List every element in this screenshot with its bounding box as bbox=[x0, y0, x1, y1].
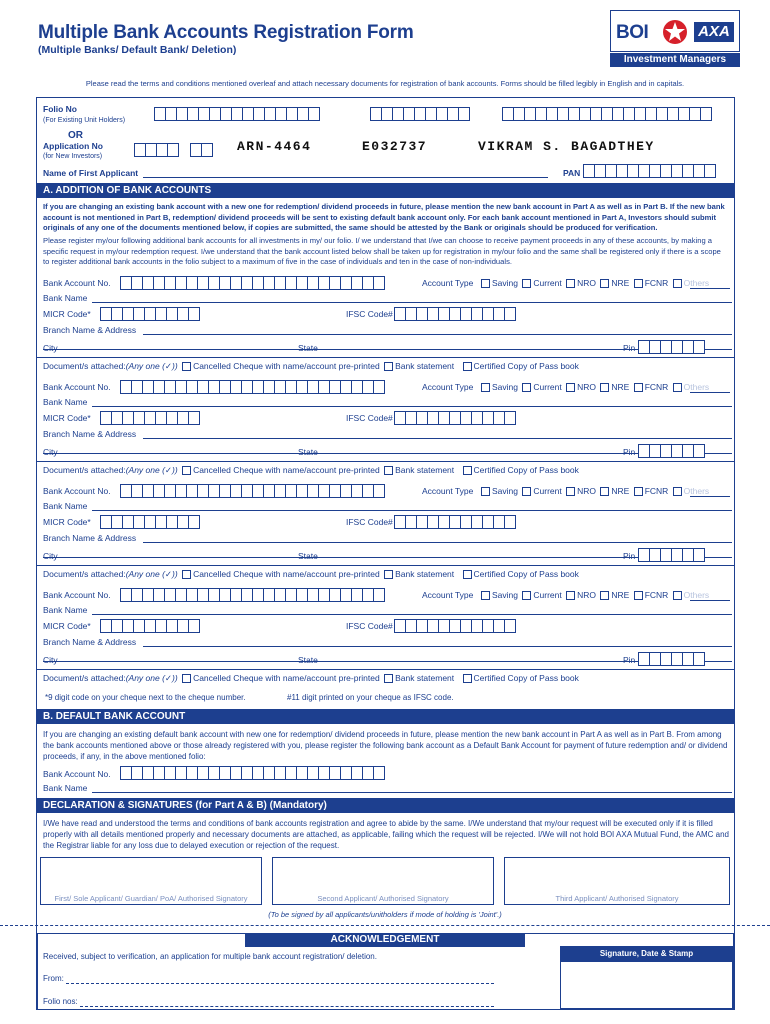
nre-checkbox[interactable] bbox=[634, 383, 643, 392]
statement-label: Bank statement bbox=[395, 673, 455, 683]
account-3-bank-name-line[interactable] bbox=[92, 510, 732, 511]
any-one-label: (Any one (✓)) bbox=[125, 569, 178, 579]
others-label: Others bbox=[683, 382, 710, 392]
nre-label: NRE bbox=[611, 278, 630, 288]
ack-folio-line[interactable] bbox=[80, 1006, 494, 1007]
application-sub: (for New Investors) bbox=[43, 153, 103, 160]
account-4-pin-label: Pin bbox=[623, 655, 636, 665]
account-2-bank-name-label: Bank Name bbox=[43, 397, 88, 407]
logo-axa-text: AXA bbox=[694, 22, 734, 42]
nre-label: NRE bbox=[611, 486, 630, 496]
docs-label: Document/s attached: bbox=[43, 465, 126, 475]
account-1-divider bbox=[37, 357, 734, 358]
others-label: Others bbox=[683, 278, 710, 288]
account-2-pin-boxes[interactable] bbox=[638, 444, 704, 458]
account-4-docs bbox=[43, 673, 579, 684]
account-1-micr-label: MICR Code* bbox=[43, 309, 91, 319]
star-icon bbox=[662, 19, 688, 45]
account-2-others-line[interactable] bbox=[690, 392, 730, 393]
others-label: Others bbox=[683, 486, 710, 496]
account-4-branch-line[interactable] bbox=[143, 646, 732, 647]
account-4-no-label: Bank Account No. bbox=[43, 590, 111, 600]
folio-sub: (For Existing Unit Holders) bbox=[43, 117, 126, 124]
cheque-label: Cancelled Cheque with name/account pre-printed bbox=[193, 673, 380, 683]
account-2-pin-label: Pin bbox=[623, 447, 636, 457]
account-3-pin-label: Pin bbox=[623, 551, 636, 561]
account-3-types bbox=[479, 486, 709, 496]
account-2-ifsc-label: IFSC Code# bbox=[346, 413, 393, 423]
current-label: Current bbox=[533, 382, 562, 392]
account-3-city-label: City bbox=[43, 551, 58, 561]
account-4-state-label: State bbox=[298, 655, 318, 665]
fcnr-label: FCNR bbox=[644, 486, 669, 496]
account-2-micr-label: MICR Code* bbox=[43, 413, 91, 423]
nro-label: NRO bbox=[577, 278, 596, 288]
part-b-para: If you are changing an existing default bank account with new one for redemption/ dividend proceeds in future, please mention the new bank account in Part A as well as in Part B. From among the bank accounts mentioned above or those already registered with you, please register the following bank account as a Default Bank Account for payment of future redemption and/ or dividend proceeds, if any, in the above mentioned folio: bbox=[43, 730, 728, 761]
account-1-city-label: City bbox=[43, 343, 58, 353]
arn-value: ARN-4464 bbox=[237, 139, 312, 154]
account-3-micr-boxes[interactable] bbox=[100, 515, 199, 529]
ack-folio-label: Folio nos: bbox=[43, 997, 78, 1006]
current-checkbox[interactable] bbox=[566, 279, 575, 288]
signature-caption-3: Third Applicant/ Authorised Signatory bbox=[555, 894, 679, 903]
statement-checkbox[interactable] bbox=[384, 674, 393, 683]
fcnr-checkbox[interactable] bbox=[673, 279, 682, 288]
pan-label: PAN bbox=[563, 168, 581, 178]
account-2-state-label: State bbox=[298, 447, 318, 457]
fcnr-label: FCNR bbox=[644, 278, 669, 288]
account-3-micr-label: MICR Code* bbox=[43, 517, 91, 527]
account-3-docs bbox=[43, 569, 579, 580]
saving-label: Saving bbox=[492, 382, 518, 392]
saving-checkbox[interactable] bbox=[481, 279, 490, 288]
signature-note: (To be signed by all applicants/unitholders if mode of holding is 'Joint'.) bbox=[268, 910, 502, 919]
account-3-bank-name-label: Bank Name bbox=[43, 501, 88, 511]
account-1-branch-line[interactable] bbox=[143, 334, 732, 335]
account-3-others-line[interactable] bbox=[690, 496, 730, 497]
application-label: Application No bbox=[43, 141, 103, 151]
account-2-divider bbox=[37, 461, 734, 462]
current-label: Current bbox=[533, 590, 562, 600]
fcnr-checkbox[interactable] bbox=[673, 591, 682, 600]
default-bank-name-line[interactable] bbox=[92, 792, 732, 793]
account-4-city-label: City bbox=[43, 655, 58, 665]
account-1-bank-name-line[interactable] bbox=[92, 302, 732, 303]
account-3-branch-label: Branch Name & Address bbox=[43, 533, 137, 543]
account-1-branch-label: Branch Name & Address bbox=[43, 325, 137, 335]
account-1-ifsc-label: IFSC Code# bbox=[346, 309, 393, 319]
account-1-others-line[interactable] bbox=[690, 288, 730, 289]
saving-label: Saving bbox=[492, 486, 518, 496]
any-one-label: (Any one (✓)) bbox=[125, 465, 178, 475]
current-checkbox[interactable] bbox=[566, 487, 575, 496]
first-applicant-label: Name of First Applicant bbox=[43, 168, 139, 178]
account-1-pin-boxes[interactable] bbox=[638, 340, 704, 354]
docs-label: Document/s attached: bbox=[43, 673, 126, 683]
passbook-label: Certified Copy of Pass book bbox=[473, 673, 579, 683]
current-label: Current bbox=[533, 278, 562, 288]
default-account-label: Bank Account No. bbox=[43, 769, 111, 779]
account-4-others-line[interactable] bbox=[690, 600, 730, 601]
account-1-bank-name-label: Bank Name bbox=[43, 293, 88, 303]
docs-label: Document/s attached: bbox=[43, 361, 126, 371]
account-2-docs bbox=[43, 465, 579, 476]
account-4-ifsc-boxes[interactable] bbox=[394, 619, 515, 633]
account-2-city-label: City bbox=[43, 447, 58, 457]
saving-checkbox[interactable] bbox=[481, 383, 490, 392]
ack-from-line[interactable] bbox=[66, 983, 494, 984]
account-3-state-label: State bbox=[298, 551, 318, 561]
current-checkbox-marker bbox=[522, 279, 531, 288]
part-a-para-bold: If you are changing an existing bank account with a new one for redemption/ dividend proceeds in future, please mention the new bank account in Part A as well as in Part B. If the new bank account is not mentioned in Part B, redemption/ dividend proceeds will be sent to existing default bank account only. For each bank account mentioned in Part A, Investors should submit originals of any one of the documents mentioned below, if copies are submitted, the same should be attested by the Bank or originals should be produced for verification. bbox=[43, 202, 725, 232]
part-a-para: Please register my/our following additional bank accounts for all investments in my/ our folio. I/ we understand that I/we can choose to receive payment proceeds in any of these accounts, by making a specific request in my/our redemption request. I/we understand that the bank account listed below shall be taken up for registration in my/our folio and the same shall be registered only if there is a scope to register additional bank accounts in the folio subject to a maximum of five in the case of individuals and ten in the case of non-individuals. bbox=[43, 236, 721, 266]
account-4-type-label: Account Type bbox=[422, 590, 474, 600]
ack-received: Received, subject to verification, an application for multiple bank account registration/ deletion. bbox=[43, 952, 377, 961]
pan-boxes[interactable] bbox=[583, 164, 715, 178]
any-one-label: (Any one (✓)) bbox=[125, 361, 178, 371]
account-3-no-label: Bank Account No. bbox=[43, 486, 111, 496]
passbook-label: Certified Copy of Pass book bbox=[473, 361, 579, 371]
account-3-no-boxes[interactable] bbox=[120, 484, 384, 498]
application-boxes-2[interactable] bbox=[190, 143, 212, 157]
account-1-docs bbox=[43, 361, 579, 372]
account-2-branch-label: Branch Name & Address bbox=[43, 429, 137, 439]
statement-checkbox[interactable] bbox=[384, 362, 393, 371]
fcnr-checkbox[interactable] bbox=[673, 383, 682, 392]
current-checkbox[interactable] bbox=[566, 591, 575, 600]
account-4-bank-name-line[interactable] bbox=[92, 614, 732, 615]
current-checkbox-marker bbox=[522, 591, 531, 600]
statement-checkbox[interactable] bbox=[384, 466, 393, 475]
logo-tagline: Investment Managers bbox=[610, 53, 740, 67]
account-2-branch-line[interactable] bbox=[143, 438, 732, 439]
fcnr-label: FCNR bbox=[644, 590, 669, 600]
declaration-heading: DECLARATION & SIGNATURES (for Part A & B) (Mandatory) bbox=[37, 798, 734, 813]
passbook-checkbox[interactable] bbox=[463, 362, 472, 371]
code-value: E032737 bbox=[362, 139, 428, 154]
saving-checkbox[interactable] bbox=[481, 487, 490, 496]
signature-caption-2: Second Applicant/ Authorised Signatory bbox=[317, 894, 449, 903]
nro-checkbox[interactable] bbox=[600, 591, 609, 600]
declaration-para: I/We have read and understood the terms and conditions of bank accounts registration and agree to abide by the same. I/We understand that my/our request will be executed only if it is filled properly with all details mentioned properly and necessary documents are attached, as applicable, failing which the request will be rejected. I/We will not hold BOI AXA Mutual Fund, the AMC and the Registrar liable for any loss due to delayed execution or rejection of the request. bbox=[43, 819, 730, 850]
nre-checkbox[interactable] bbox=[634, 487, 643, 496]
ack-heading: ACKNOWLEDGEMENT bbox=[245, 933, 525, 947]
account-2-micr-boxes[interactable] bbox=[100, 411, 199, 425]
account-1-types bbox=[479, 278, 709, 288]
statement-label: Bank statement bbox=[395, 465, 455, 475]
nre-checkbox[interactable] bbox=[634, 279, 643, 288]
cheque-checkbox[interactable] bbox=[182, 466, 191, 475]
fcnr-checkbox[interactable] bbox=[673, 487, 682, 496]
cheque-checkbox[interactable] bbox=[182, 570, 191, 579]
signature-caption-1: First/ Sole Applicant/ Guardian/ PoA/ Authorised Signatory bbox=[54, 894, 248, 903]
statement-checkbox[interactable] bbox=[384, 570, 393, 579]
saving-label: Saving bbox=[492, 590, 518, 600]
instructions-note: Please read the terms and conditions mentioned overleaf and attach necessary documents for registration of bank accounts. Forms should be filled legibly in English and in capitals. bbox=[85, 79, 685, 88]
passbook-checkbox[interactable] bbox=[463, 570, 472, 579]
account-2-ifsc-boxes[interactable] bbox=[394, 411, 515, 425]
account-1-no-boxes[interactable] bbox=[120, 276, 384, 290]
account-2-no-boxes[interactable] bbox=[120, 380, 384, 394]
account-2-no-label: Bank Account No. bbox=[43, 382, 111, 392]
account-1-ifsc-boxes[interactable] bbox=[394, 307, 515, 321]
account-3-ifsc-label: IFSC Code# bbox=[346, 517, 393, 527]
current-checkbox-marker bbox=[522, 383, 531, 392]
account-4-bank-name-label: Bank Name bbox=[43, 605, 88, 615]
fcnr-label: FCNR bbox=[644, 382, 669, 392]
cheque-checkbox[interactable] bbox=[182, 362, 191, 371]
part-a-heading: A. ADDITION OF BANK ACCOUNTS bbox=[37, 183, 734, 198]
application-boxes[interactable] bbox=[134, 143, 178, 157]
cheque-label: Cancelled Cheque with name/account pre-printed bbox=[193, 361, 380, 371]
stamp-label: Signature, Date & Stamp bbox=[560, 946, 733, 962]
account-3-divider bbox=[37, 565, 734, 566]
account-4-divider bbox=[37, 669, 734, 670]
account-3-pin-boxes[interactable] bbox=[638, 548, 704, 562]
cheque-label: Cancelled Cheque with name/account pre-printed bbox=[193, 569, 380, 579]
default-bank-name-label: Bank Name bbox=[43, 783, 88, 793]
passbook-checkbox[interactable] bbox=[463, 466, 472, 475]
logo-boi-text: BOI bbox=[616, 22, 649, 43]
folio-boxes-3[interactable] bbox=[502, 107, 711, 121]
current-checkbox-marker bbox=[522, 487, 531, 496]
account-3-ifsc-boxes[interactable] bbox=[394, 515, 515, 529]
folio-boxes-2[interactable] bbox=[370, 107, 469, 121]
account-3-type-label: Account Type bbox=[422, 486, 474, 496]
footnote-micr: *9 digit code on your cheque next to the cheque number. bbox=[45, 693, 246, 702]
first-applicant-line[interactable] bbox=[143, 177, 548, 178]
nro-label: NRO bbox=[577, 486, 596, 496]
part-b-heading: B. DEFAULT BANK ACCOUNT bbox=[37, 709, 734, 724]
statement-label: Bank statement bbox=[395, 569, 455, 579]
default-account-boxes[interactable] bbox=[120, 766, 384, 780]
nro-label: NRO bbox=[577, 382, 596, 392]
passbook-checkbox[interactable] bbox=[463, 674, 472, 683]
passbook-label: Certified Copy of Pass book bbox=[473, 465, 579, 475]
saving-checkbox[interactable] bbox=[481, 591, 490, 600]
others-label: Others bbox=[683, 590, 710, 600]
folio-label: Folio No bbox=[43, 104, 77, 114]
account-4-micr-label: MICR Code* bbox=[43, 621, 91, 631]
docs-label: Document/s attached: bbox=[43, 569, 126, 579]
account-1-state-label: State bbox=[298, 343, 318, 353]
nre-label: NRE bbox=[611, 590, 630, 600]
account-2-type-label: Account Type bbox=[422, 382, 474, 392]
current-label: Current bbox=[533, 486, 562, 496]
ack-from-label: From: bbox=[43, 974, 64, 983]
account-1-type-label: Account Type bbox=[422, 278, 474, 288]
account-2-bank-name-line[interactable] bbox=[92, 406, 732, 407]
statement-label: Bank statement bbox=[395, 361, 455, 371]
account-1-pin-label: Pin bbox=[623, 343, 636, 353]
account-4-ifsc-label: IFSC Code# bbox=[346, 621, 393, 631]
account-3-branch-line[interactable] bbox=[143, 542, 732, 543]
nro-checkbox[interactable] bbox=[600, 487, 609, 496]
saving-label: Saving bbox=[492, 278, 518, 288]
account-2-types bbox=[479, 382, 709, 392]
form-subtitle: (Multiple Banks/ Default Bank/ Deletion) bbox=[38, 44, 237, 56]
account-4-pin-boxes[interactable] bbox=[638, 652, 704, 666]
footnote-ifsc: #11 digit printed on your cheque as IFSC code. bbox=[287, 693, 454, 702]
cheque-checkbox[interactable] bbox=[182, 674, 191, 683]
form-title: Multiple Bank Accounts Registration Form bbox=[38, 22, 414, 43]
passbook-label: Certified Copy of Pass book bbox=[473, 569, 579, 579]
nre-checkbox[interactable] bbox=[634, 591, 643, 600]
any-one-label: (Any one (✓)) bbox=[125, 673, 178, 683]
account-4-micr-boxes[interactable] bbox=[100, 619, 199, 633]
nro-checkbox[interactable] bbox=[600, 279, 609, 288]
applicant-name-value: VIKRAM S. BAGADTHEY bbox=[478, 139, 655, 154]
current-checkbox[interactable] bbox=[566, 383, 575, 392]
tear-line bbox=[0, 925, 770, 926]
cheque-label: Cancelled Cheque with name/account pre-printed bbox=[193, 465, 380, 475]
nro-label: NRO bbox=[577, 590, 596, 600]
boi-axa-logo bbox=[610, 10, 740, 68]
account-4-branch-label: Branch Name & Address bbox=[43, 637, 137, 647]
account-4-types bbox=[479, 590, 709, 600]
folio-boxes-1[interactable] bbox=[154, 107, 319, 121]
account-1-micr-boxes[interactable] bbox=[100, 307, 199, 321]
account-4-no-boxes[interactable] bbox=[120, 588, 384, 602]
or-label: OR bbox=[68, 130, 83, 141]
nre-label: NRE bbox=[611, 382, 630, 392]
nro-checkbox[interactable] bbox=[600, 383, 609, 392]
account-1-no-label: Bank Account No. bbox=[43, 278, 111, 288]
